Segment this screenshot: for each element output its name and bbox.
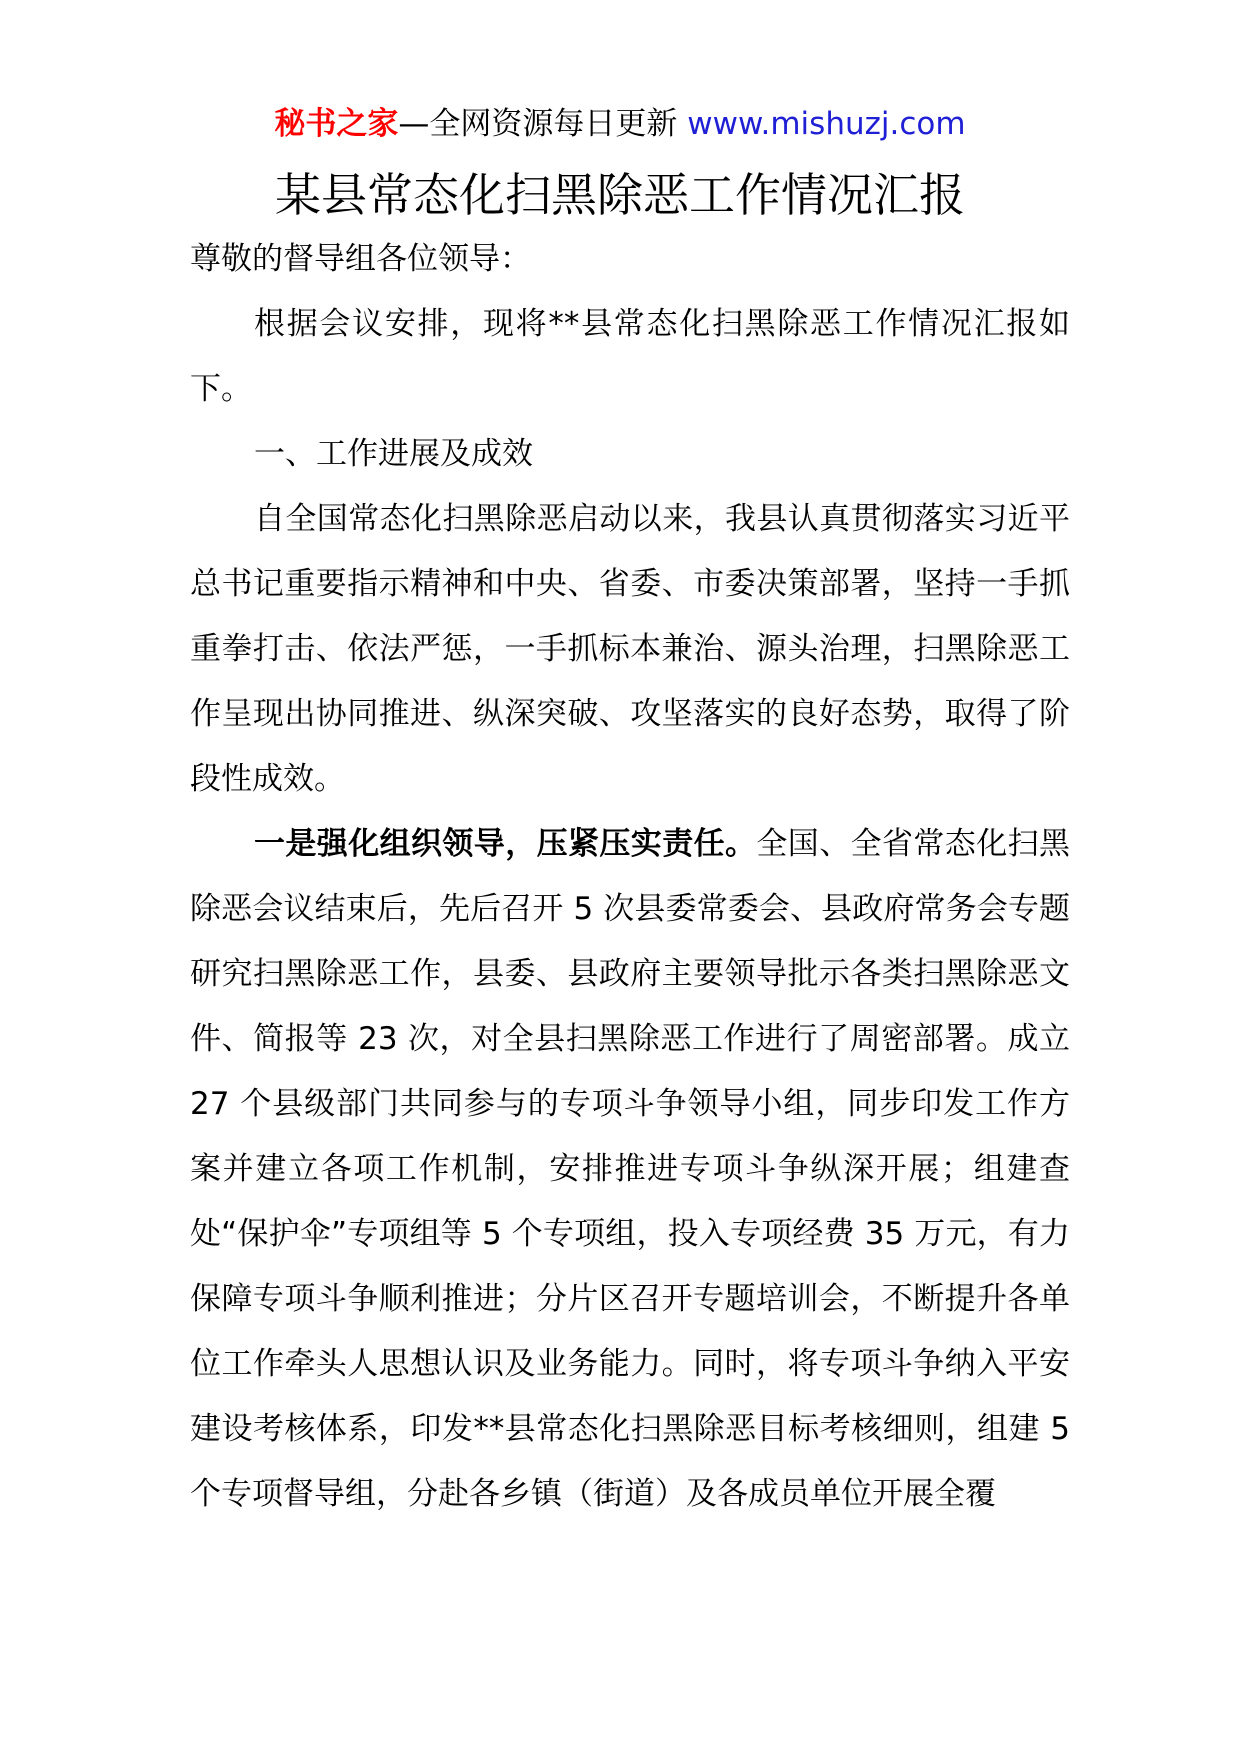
salutation: 尊敬的督导组各位领导： bbox=[190, 241, 531, 277]
site-url-link[interactable]: www.mishuzj.com bbox=[687, 106, 966, 142]
brand-name: 秘书之家 bbox=[274, 106, 399, 142]
point-one-text: 全国、全省常态化扫黑除恶会议结束后，先后召开 5 次县委常委会、县政府常务会专题研究扫黑除恶工作，县委、县政府主要领导批示各类扫黑除恶文件、简报等 23 次，对全县扫黑除恶工作进行了周密部署。成立 27 个县级部门共同参与的专项斗争领导小组，同步印发工作方案并建立各项工作机制，安排推进专项斗争纵深开展；组建查处“保护伞”专项组等 5 个专项组，投入专项经费 35 万元，有力保障专项斗争顺利推进；分片区召开专题培训会，不断提升各单位工作牵头人思想认识及业务能力。同时，将专项斗争纳入平安建设考核体系，印发**县常态化扫黑除恶目标考核细则，组建 5 个专项督导组，分赴各乡镇（街道）及各成员单位开展全覆 bbox=[190, 826, 1071, 1512]
watermark-header bbox=[0, 102, 1240, 146]
overview-paragraph: 自全国常态化扫黑除恶启动以来，我县认真贯彻落实习近平总书记重要指示精神和中央、省委、市委决策部署，坚持一手抓重拳打击、依法严惩，一手抓标本兼治、源头治理，扫黑除恶工作呈现出协同推进、纵深突破、攻坚落实的良好态势，取得了阶段性成效。 bbox=[190, 501, 1070, 797]
point-one-paragraph bbox=[190, 812, 1070, 1527]
document-body bbox=[190, 227, 1070, 1527]
section-heading: 一、工作进展及成效 bbox=[254, 436, 533, 472]
point-one-lead: 一是强化组织领导，压紧压实责任。 bbox=[254, 826, 757, 862]
document-title: 某县常态化扫黑除恶工作情况汇报 bbox=[275, 168, 965, 222]
header-slogan: —全网资源每日更新 bbox=[398, 106, 688, 142]
intro-paragraph: 根据会议安排，现将**县常态化扫黑除恶工作情况汇报如下。 bbox=[190, 306, 1070, 407]
